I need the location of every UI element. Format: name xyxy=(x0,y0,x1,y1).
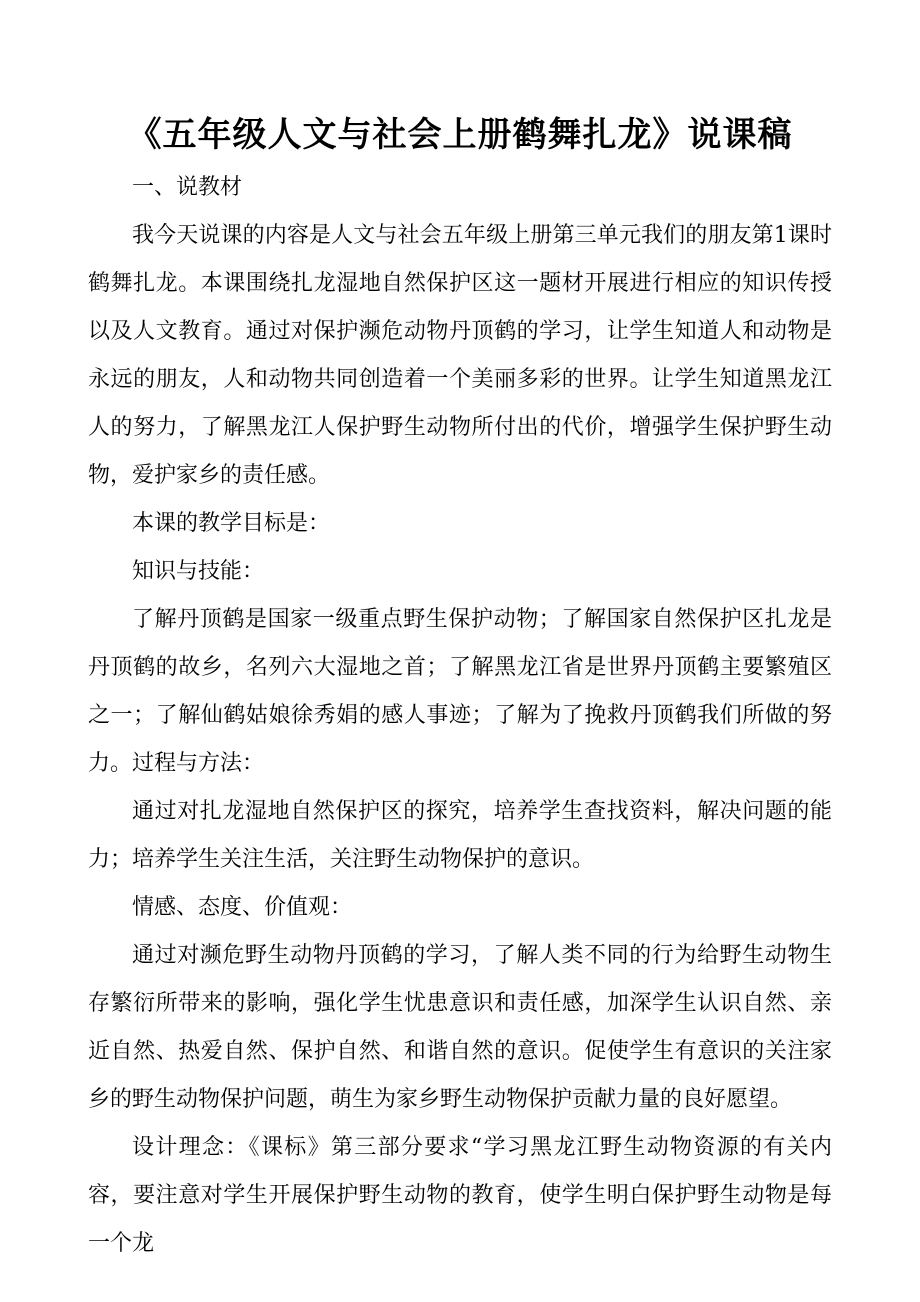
paragraph-process-method: 通过对扎龙湿地自然保护区的探究，培养学生查找资料，解决问题的能力；培养学生关注生活，关注野生动物保护的意识。 xyxy=(88,799,832,872)
section-heading-textbook: 一、说教材 xyxy=(132,175,243,200)
paragraph-knowledge-skills: 了解丹顶鹤是国家一级重点野生保护动物；了解国家自然保护区扎龙是丹顶鹤的故乡，名列六大湿地之首；了解黑龙江省是世界丹顶鹤主要繁殖区之一；了解仙鹤姑娘徐秀娟的感人事迹；了解为了挽救丹顶鹤我们所做的努力。 xyxy=(88,607,832,776)
paragraph-emotion-values: 通过对濒危野生动物丹顶鹤的学习，了解人类不同的行为给野生动物生存繁衍所带来的影响，强化学生忧患意识和责任感，加深学生认识自然、亲近自然、热爱自然、保护自然、和谐自然的意识。促使学生有意识的关注家乡的野生动物保护问题，萌生为家乡野生动物保护贡献力量的良好愿望。 xyxy=(88,943,832,1112)
subheading-knowledge-skills: 知识与技能： xyxy=(132,559,265,584)
subheading-emotion-values: 情感、态度、价值观： xyxy=(132,895,353,920)
subheading-process-method: 过程与方法： xyxy=(132,751,265,776)
paragraph-goals-heading: 本课的教学目标是： xyxy=(132,511,331,536)
document-title: 《五年级人文与社会上册鹤舞扎龙》说课稿 xyxy=(127,115,793,155)
paragraph-intro: 我今天说课的内容是人文与社会五年级上册第三单元我们的朋友第1课时鹤舞扎龙。本课围绕扎龙湿地自然保护区这一题材开展进行相应的知识传授以及人文教育。通过对保护濒危动物丹顶鹤的学习，让学生知道人和动物是永远的朋友，人和动物共同创造着一个美丽多彩的世界。让学生知道黑龙江人的努力，了解黑龙江人保护野生动物所付出的代价，增强学生保护野生动物，爱护家乡的责任感。 xyxy=(88,223,832,488)
paragraph-design-concept: 设计理念：《课标》第三部分要求“学习黑龙江野生动物资源的有关内容，要注意对学生开展保护野生动物的教育，使学生明白保护野生动物是每一个龙 xyxy=(88,1135,832,1256)
